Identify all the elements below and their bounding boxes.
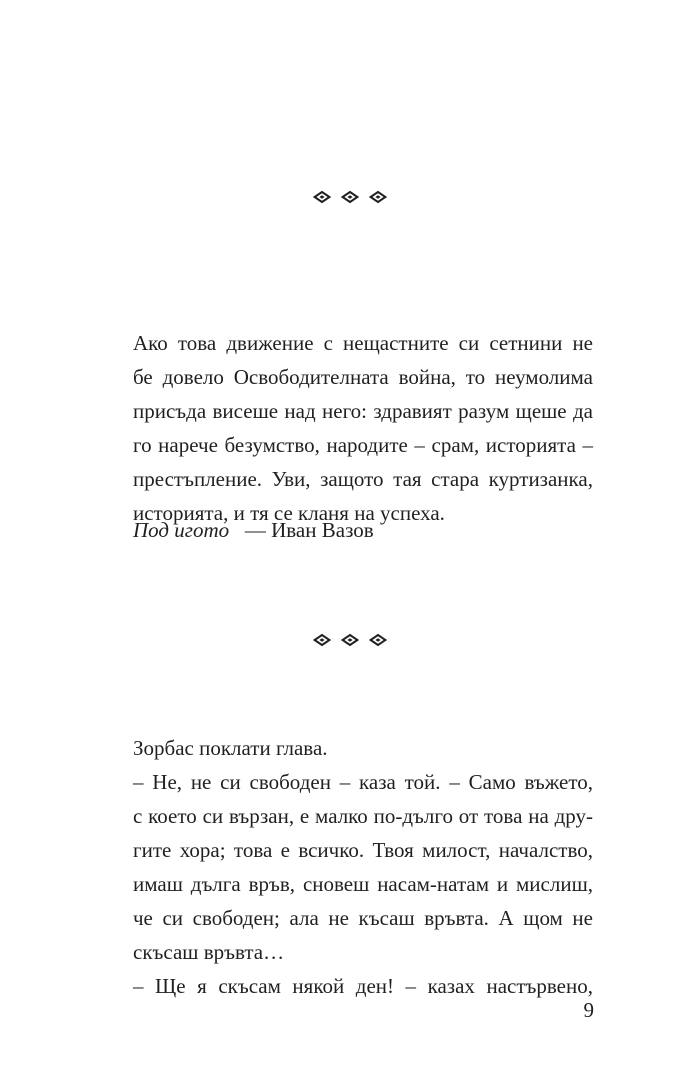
excerpt-line: че си свободен; ала не късаш връвта. А щом не (133, 906, 593, 930)
quote-line: престъпление. Уви, защото тая стара куртизанка, (133, 467, 593, 491)
excerpt-line: имаш дълга връв, сновеш насам-натам и мислиш, (133, 872, 593, 896)
diamond-ornament-icon (340, 633, 360, 647)
diamond-ornament-icon (368, 633, 388, 647)
excerpt-line: с което си вързан, е малко по-дълго от това на дру- (133, 804, 593, 828)
source-title: Под игото (133, 518, 230, 542)
diamond-ornament-icon (368, 190, 388, 204)
excerpt-line: – Не, не си свободен – каза той. – Само въжето, (133, 770, 593, 794)
excerpt-line: скъсаш връвта… (133, 940, 285, 964)
page-number: 9 (583, 998, 594, 1022)
ornament-divider-top (0, 190, 700, 204)
quote-line: го нарече безумство, народите – срам, историята – (133, 433, 593, 457)
quote-line: Ако това движение с нещастните си сетнини не (133, 331, 593, 355)
excerpt-line: – Ще я скъсам някой ден! – казах настървено, (133, 974, 593, 998)
diamond-ornament-icon (340, 190, 360, 204)
quote-line: историята, и тя се кланя на успеха. (133, 501, 445, 525)
source-author: — Иван Вазов (244, 518, 374, 542)
diamond-ornament-icon (312, 190, 332, 204)
quote-attribution (133, 520, 593, 541)
diamond-ornament-icon (312, 633, 332, 647)
excerpt-line: Зорбас поклати глава. (133, 736, 328, 760)
ornament-divider-middle (0, 633, 700, 647)
excerpt-line: гите хора; това е всичко. Твоя милост, началство, (133, 838, 593, 862)
quote-line: присъда висеше над него: здравият разум щеше да (133, 399, 593, 423)
quote-line: бе довело Освободителната война, то неумолима (133, 365, 593, 389)
